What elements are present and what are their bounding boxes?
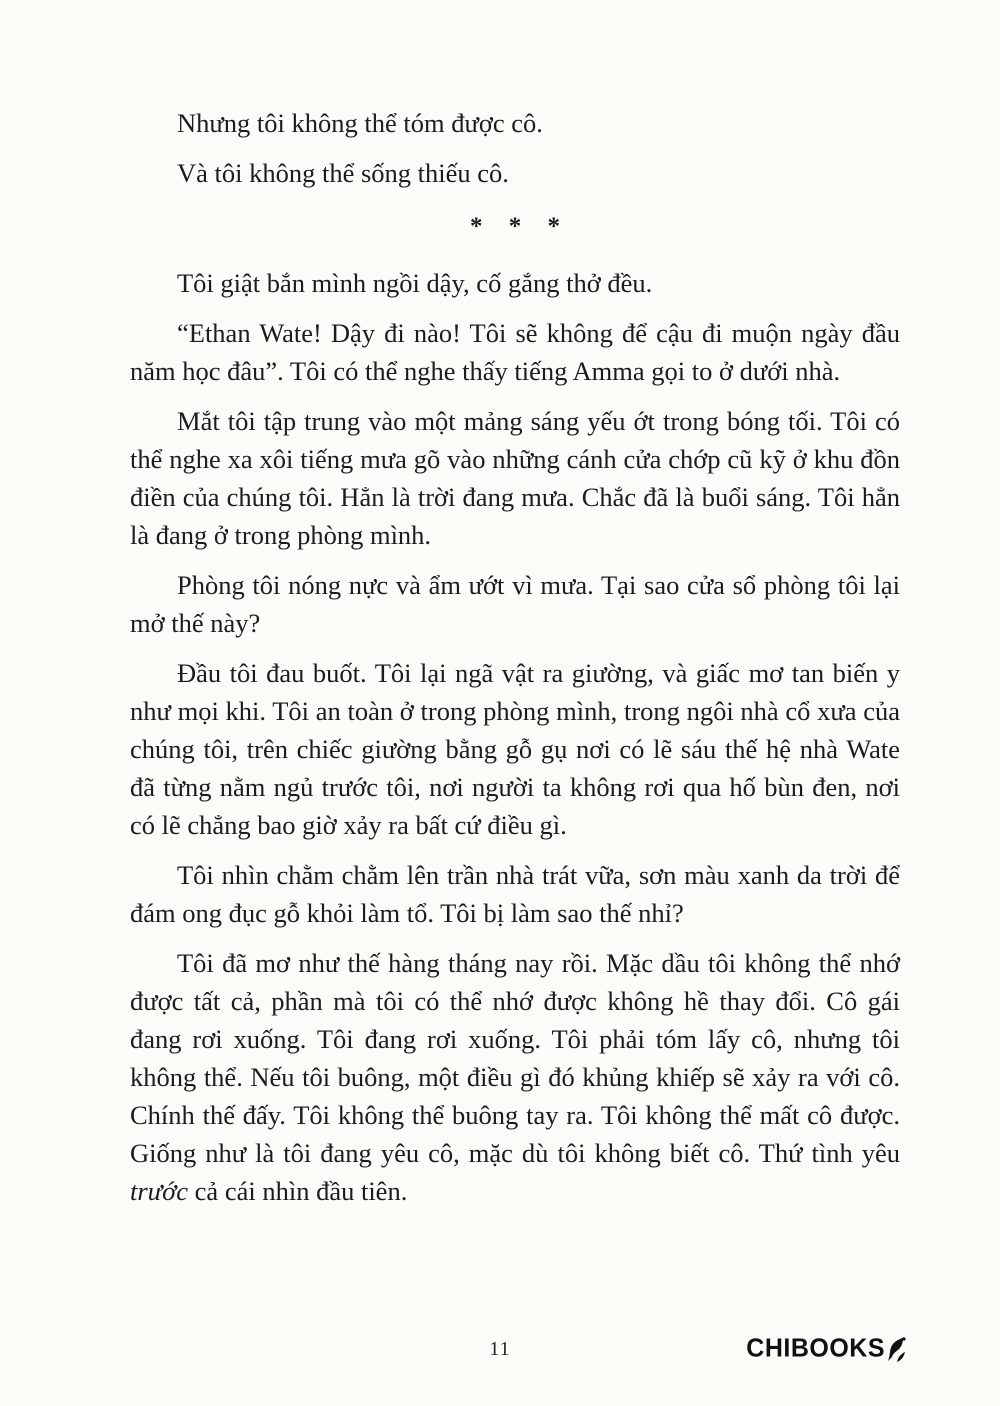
text-run: Nhưng tôi không thể tóm được cô. — [177, 108, 543, 138]
publisher-logo — [746, 1334, 908, 1363]
paragraph — [130, 402, 900, 554]
paragraph — [130, 654, 900, 844]
text-run: Tôi đã mơ như thế hàng tháng nay rồi. Mặc dầu tôi không thể nhớ được tất cả, phần mà tôi có thể nhớ được không hề thay đổi. Cô gái đang rơi xuống. Tôi đang rơi xuống. Tôi phải tóm lấy cô, nhưng tôi không thể. Nếu tôi buông, một điều gì đó khủng khiếp sẽ xảy ra với cô. Chính thế đấy. Tôi không thể buông tay ra. Tôi không thể mất cô được. Giống như là tôi đang yêu cô, mặc dù tôi không biết cô. Thứ tình yêu — [130, 948, 900, 1168]
paragraph — [130, 856, 900, 932]
text-run: Và tôi không thể sống thiếu cô. — [177, 158, 509, 188]
text-run: “Ethan Wate! Dậy đi nào! Tôi sẽ không để cậu đi muộn ngày đầu năm học đâu”. Tôi có thể nghe thấy tiếng Amma gọi to ở dưới nhà. — [130, 318, 900, 386]
paragraph — [130, 314, 900, 390]
paragraph — [130, 154, 900, 192]
paragraph — [130, 566, 900, 642]
publisher-name: CHIBOOKS — [746, 1333, 885, 1363]
section-separator: * * * — [470, 213, 570, 240]
italic-text-run: trước — [130, 1176, 189, 1206]
paragraph — [130, 104, 900, 142]
text-run: cả cái nhìn đầu tiên. — [188, 1176, 408, 1206]
text-run: Đầu tôi đau buốt. Tôi lại ngã vật ra giường, và giấc mơ tan biến y như mọi khi. Tôi an toàn ở trong phòng mình, trong ngôi nhà cổ xưa của chúng tôi, trên chiếc giường bằng gỗ gụ nơi có lẽ sáu thế hệ nhà Wate đã từng nằm ngủ trước tôi, nơi người ta không rơi qua hố bùn đen, nơi có lẽ chẳng bao giờ xảy ra bất cứ điều gì. — [130, 658, 900, 840]
page-number: 11 — [489, 1338, 511, 1360]
chibooks-logo-icon — [884, 1335, 908, 1363]
paragraph — [130, 264, 900, 302]
text-run: Phòng tôi nóng nực và ẩm ướt vì mưa. Tại sao cửa sổ phòng tôi lại mở thế này? — [130, 570, 900, 638]
text-run: Tôi nhìn chằm chằm lên trần nhà trát vữa, sơn màu xanh da trời để đám ong đục gỗ khỏi làm tổ. Tôi bị làm sao thế nhỉ? — [130, 860, 900, 928]
text-run: Mắt tôi tập trung vào một mảng sáng yếu ớt trong bóng tối. Tôi có thể nghe xa xôi tiếng mưa gõ vào những cánh cửa chớp cũ kỹ ở khu đồn điền của chúng tôi. Hẳn là trời đang mưa. Chắc đã là buổi sáng. Tôi hẳn là đang ở trong phòng mình. — [130, 406, 900, 550]
page-body — [130, 104, 900, 1222]
page-footer — [0, 1334, 1000, 1364]
text-run: Tôi giật bắn mình ngồi dậy, cố gắng thở đều. — [177, 268, 653, 298]
paragraph — [130, 944, 900, 1210]
